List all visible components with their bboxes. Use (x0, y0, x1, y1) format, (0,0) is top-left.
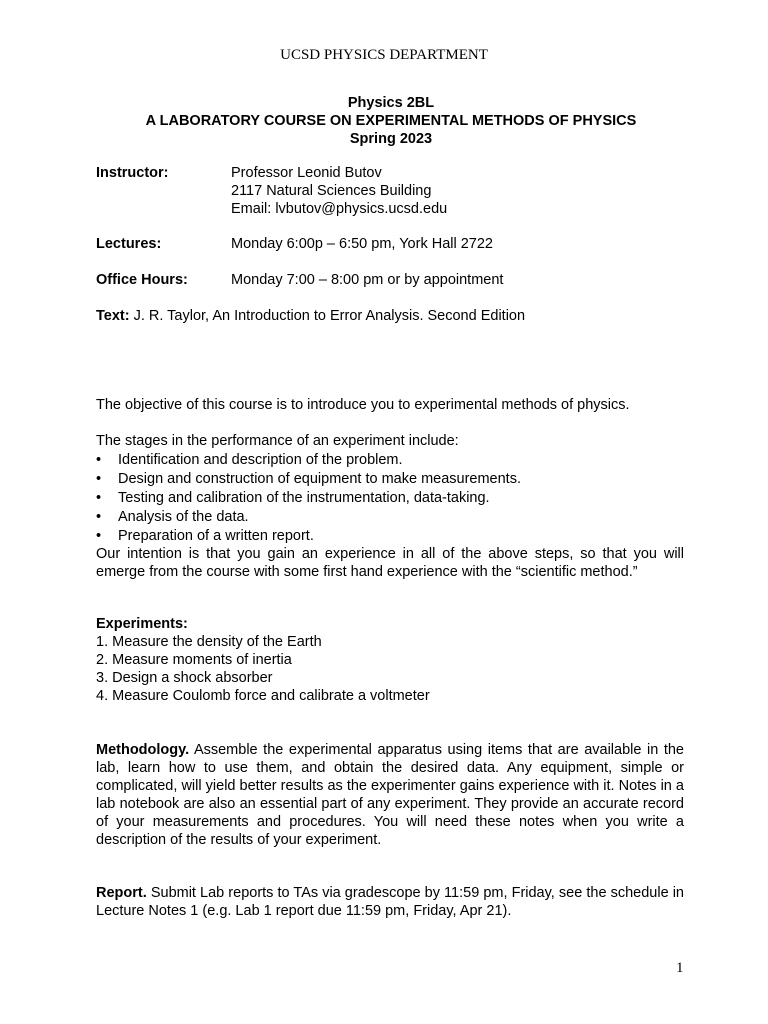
bullet-icon: • (96, 471, 102, 487)
course-code: Physics 2BL (347, 95, 435, 111)
experiments-list (96, 633, 430, 705)
instructor-name: Professor Leonid Butov (231, 165, 382, 181)
list-item: • Analysis of the data. (96, 509, 249, 525)
textbook-label: Text: (96, 308, 130, 324)
list-item: 4. Measure Coulomb force and calibrate a voltmeter (96, 688, 430, 704)
bullet-icon: • (96, 452, 102, 468)
stages-intro: The stages in the performance of an experiment include: (96, 433, 459, 449)
department-header: UCSD PHYSICS DEPARTMENT (280, 47, 488, 63)
course-title-block (0, 94, 768, 148)
list-item: • Identification and description of the problem. (96, 452, 403, 468)
list-item: 1. Measure the density of the Earth (96, 634, 322, 650)
instructor-label: Instructor: (96, 165, 169, 181)
list-item: • Testing and calibration of the instrumentation, data-taking. (96, 490, 490, 506)
textbook-value: J. R. Taylor, An Introduction to Error Analysis. Second Edition (133, 308, 526, 324)
instructor-email: Email: lvbutov@physics.ucsd.edu (231, 201, 448, 217)
report-label: Report. (96, 885, 147, 901)
page-number: 1 (676, 960, 684, 976)
lectures-value: Monday 6:00p – 6:50 pm, York Hall 2722 (231, 236, 493, 252)
experiments-heading: Experiments: (96, 616, 188, 632)
course-term: Spring 2023 (349, 131, 433, 147)
report-text: Submit Lab reports to TAs via gradescope by 11:59 pm, Friday, see the schedule in Lecture Notes 1 (e.g. Lab 1 report due 11:59 pm, Friday, Apr 21). (96, 885, 684, 919)
list-item: 2. Measure moments of inertia (96, 652, 292, 668)
instructor-details (231, 164, 447, 218)
textbook-row (96, 307, 525, 325)
methodology-text: Assemble the experimental apparatus using items that are available in the lab, learn how to use them, and obtain the desired data. Any equipment, simple or complicated, will yield better results as the experimenter gains experience with it. Notes in a lab notebook are also an essential part of any experiment. They provide an accurate record of your measurements and procedures. You will need these notes when you write a description of the results of your experiment. (96, 742, 684, 848)
stages-list (96, 451, 521, 546)
list-item: 3. Design a shock absorber (96, 670, 273, 686)
lectures-label: Lectures: (96, 236, 162, 252)
list-item: • Preparation of a written report. (96, 528, 314, 544)
intention-paragraph: Our intention is that you gain an experience in all of the above steps, so that you will emerge from the course with some first hand experience with the “scientific method.” (96, 546, 684, 580)
report-paragraph (96, 884, 684, 920)
methodology-paragraph (96, 741, 684, 849)
bullet-icon: • (96, 528, 102, 544)
bullet-icon: • (96, 509, 102, 525)
course-title: A LABORATORY COURSE ON EXPERIMENTAL METHODS OF PHYSICS (145, 113, 637, 129)
list-item: • Design and construction of equipment to make measurements. (96, 471, 521, 487)
objective-text: The objective of this course is to introduce you to experimental methods of physics. (96, 397, 630, 413)
office-hours-label: Office Hours: (96, 272, 188, 288)
methodology-label: Methodology. (96, 742, 190, 758)
instructor-office: 2117 Natural Sciences Building (231, 183, 432, 199)
office-hours-value: Monday 7:00 – 8:00 pm or by appointment (231, 272, 504, 288)
bullet-icon: • (96, 490, 102, 506)
